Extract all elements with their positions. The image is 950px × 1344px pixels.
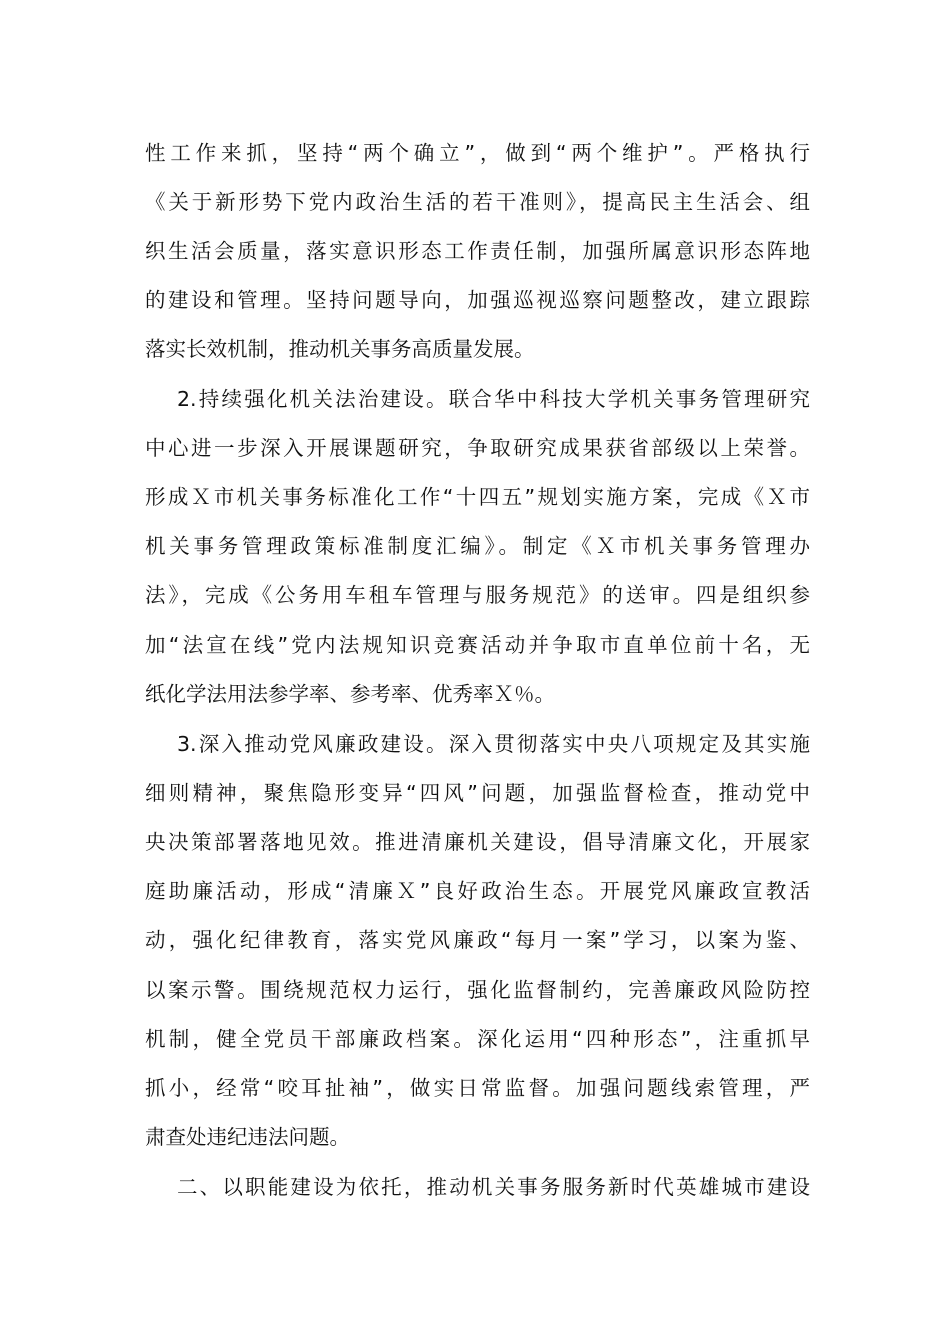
text-line: 细则精神，聚焦隐形变异“四风”问题，加强监督检查，推动党中: [145, 781, 810, 805]
text-line: 肃查处违纪违法问题。: [145, 1125, 350, 1149]
text-line: 织生活会质量，落实意识形态工作责任制，加强所属意识形态阵地: [145, 239, 810, 263]
text-line: 3.深入推动党风廉政建设。深入贯彻落实中央八项规定及其实施: [177, 732, 810, 756]
text-line: 抓小，经常“咬耳扯袖”，做实日常监督。加强问题线索管理，严: [145, 1076, 810, 1100]
text-line: 央决策部署落地见效。推进清廉机关建设，倡导清廉文化，开展家: [145, 830, 810, 854]
text-line: 《关于新形势下党内政治生活的若干准则》，提高民主生活会、组: [145, 190, 810, 214]
text-line: 性工作来抓，坚持“两个确立”，做到“两个维护”。严格执行: [145, 141, 810, 165]
text-line: 加“法宣在线”党内法规知识竞赛活动并争取市直单位前十名，无: [145, 633, 810, 657]
text-line: 落实长效机制，推动机关事务高质量发展。: [145, 337, 535, 361]
text-line: 机关事务管理政策标准制度汇编》。制定《Ｘ市机关事务管理办: [145, 534, 810, 558]
text-line: 法》，完成《公务用车租车管理与服务规范》的送审。四是组织参: [145, 583, 810, 607]
text-line: 庭助廉活动，形成“清廉Ｘ”良好政治生态。开展党风廉政宣教活: [145, 879, 810, 903]
text-line: 动，强化纪律教育，落实党风廉政“每月一案”学习，以案为鉴、: [145, 928, 810, 952]
text-line: 纸化学法用法参学率、参考率、优秀率Ｘ％。: [145, 682, 555, 706]
text-line: 以案示警。围绕规范权力运行，强化监督制约，完善廉政风险防控: [145, 978, 810, 1002]
text-line: 2.持续强化机关法治建设。联合华中科技大学机关事务管理研究: [177, 387, 810, 411]
text-line: 的建设和管理。坚持问题导向，加强巡视巡察问题整改，建立跟踪: [145, 288, 810, 312]
text-line: 形成Ｘ市机关事务标准化工作“十四五”规划实施方案，完成《Ｘ市: [145, 485, 810, 509]
section-heading: 二、以职能建设为依托，推动机关事务服务新时代英雄城市建设: [177, 1175, 810, 1199]
text-line: 机制，健全党员干部廉政档案。深化运用“四种形态”，注重抓早: [145, 1027, 810, 1051]
text-line: 中心进一步深入开展课题研究，争取研究成果获省部级以上荣誉。: [145, 436, 810, 460]
